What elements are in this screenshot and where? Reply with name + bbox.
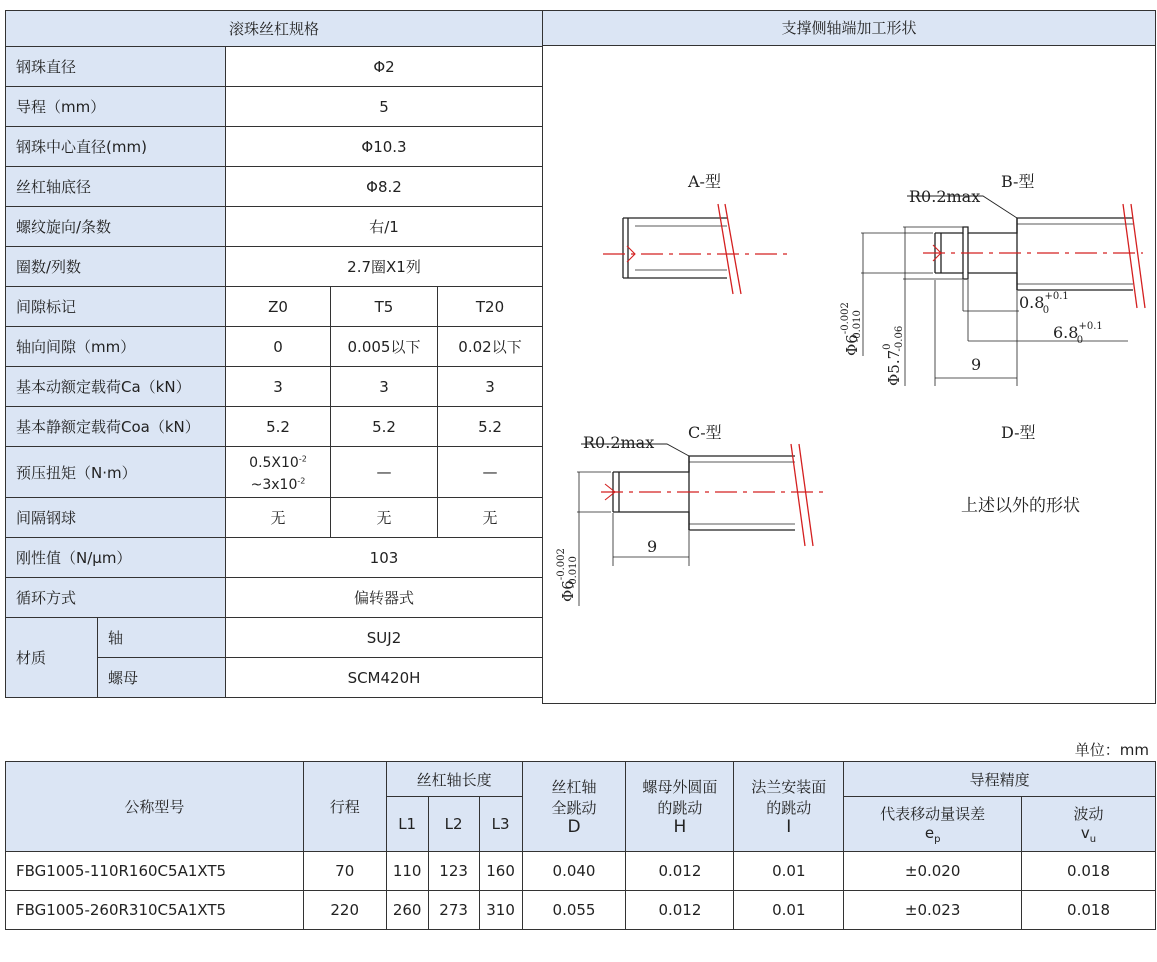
label-type-d: D-型 (1001, 423, 1036, 442)
b-tol-1: $0.8^{+0.1}$ 0 (1019, 291, 1069, 316)
header-l3: L3 (479, 797, 522, 852)
spec-header: 滚珠丝杠规格 (6, 11, 543, 47)
header-l1: L1 (386, 797, 428, 852)
cell-l3: 160 (479, 852, 522, 891)
spec-table (5, 10, 543, 698)
label-dyn-load: 基本动额定载荷Ca（kN） (6, 367, 226, 407)
value-spacer-2: 无 (331, 498, 438, 538)
cell-model: FBG1005-110R160C5A1XT5 (6, 852, 304, 891)
value-dyn-load-2: 3 (331, 367, 438, 407)
c-phi6-tol: $\Phi 6^{-0.002}-0.010$ (556, 548, 579, 602)
value-static-load-1: 5.2 (226, 407, 331, 447)
label-pcd: 钢珠中心直径(mm) (6, 127, 226, 167)
cell-vu: 0.018 (1022, 891, 1156, 930)
value-clearance-z0: Z0 (226, 287, 331, 327)
header-runout-d: 丝杠轴 全跳动 D (522, 762, 626, 852)
cell-stroke: 220 (303, 891, 386, 930)
label-material-shaft: 轴 (98, 618, 226, 658)
preload-min: $0.5X10^{-2}$ (249, 454, 307, 471)
b-phi6-tol: $\Phi 6^{-0.002}-0.010$ (840, 302, 863, 356)
value-material-shaft: SUJ2 (226, 618, 543, 658)
cell-d: 0.055 (522, 891, 626, 930)
value-clearance-t20: T20 (438, 287, 543, 327)
label-type-b: B-型 (1001, 172, 1035, 191)
value-pcd: Φ10.3 (226, 127, 543, 167)
value-material-nut: SCM420H (226, 658, 543, 698)
label-axial-play: 轴向间隙（mm） (6, 327, 226, 367)
b-dim-9: 9 (971, 355, 982, 374)
value-spacer-1: 无 (226, 498, 331, 538)
header-runout-i: 法兰安装面 的跳动 I (734, 762, 844, 852)
label-preload: 预压扭矩（N·m） (6, 447, 226, 498)
value-circulation: 偏转器式 (226, 578, 543, 618)
value-axial-play-2: 0.005以下 (331, 327, 438, 367)
value-lead: 5 (226, 87, 543, 127)
preload-max: $\sim 3x10^{-2}$ (250, 476, 306, 493)
value-thread: 右/1 (226, 207, 543, 247)
type-d-description: 上述以外的形状 (961, 496, 1080, 516)
unit-label: 单位：mm (1074, 741, 1149, 759)
label-material-nut: 螺母 (98, 658, 226, 698)
cell-ep: ±0.023 (844, 891, 1022, 930)
label-material: 材质 (6, 618, 98, 698)
cell-i: 0.01 (734, 852, 844, 891)
value-axial-play-1: 0 (226, 327, 331, 367)
header-travel-error: 代表移动量误差 $e_p$ (844, 797, 1022, 852)
c-dim-9: 9 (647, 537, 658, 556)
value-static-load-2: 5.2 (331, 407, 438, 447)
label-rigidity: 刚性值（N/μm） (6, 538, 226, 578)
value-root-dia: Φ8.2 (226, 167, 543, 207)
header-model: 公称型号 (6, 762, 304, 852)
value-spacer-3: 无 (438, 498, 543, 538)
value-preload-2: — (331, 447, 438, 498)
cell-h: 0.012 (626, 852, 734, 891)
label-circulation: 循环方式 (6, 578, 226, 618)
label-spacer: 间隔钢球 (6, 498, 226, 538)
cell-i: 0.01 (734, 891, 844, 930)
cell-ep: ±0.020 (844, 852, 1022, 891)
value-preload-1 (226, 447, 331, 498)
label-clearance-mark: 间隙标记 (6, 287, 226, 327)
shapes-header: 支撑侧轴端加工形状 (543, 11, 1155, 46)
cell-l2: 123 (428, 852, 479, 891)
label-ball-dia: 钢珠直径 (6, 47, 226, 87)
label-thread: 螺纹旋向/条数 (6, 207, 226, 247)
cell-l2: 273 (428, 891, 479, 930)
value-clearance-t5: T5 (331, 287, 438, 327)
header-stroke: 行程 (303, 762, 386, 852)
value-ball-dia: Φ2 (226, 47, 543, 87)
value-dyn-load-1: 3 (226, 367, 331, 407)
cell-l1: 110 (386, 852, 428, 891)
cell-h: 0.012 (626, 891, 734, 930)
label-lead: 导程（mm） (6, 87, 226, 127)
value-static-load-3: 5.2 (438, 407, 543, 447)
label-static-load: 基本静额定载荷Coa（kN） (6, 407, 226, 447)
value-axial-play-3: 0.02以下 (438, 327, 543, 367)
header-lead-accuracy: 导程精度 (844, 762, 1156, 797)
cell-stroke: 70 (303, 852, 386, 891)
value-dyn-load-3: 3 (438, 367, 543, 407)
c-radius-label: R0.2max (583, 433, 655, 452)
label-type-a: A-型 (688, 172, 721, 191)
b-phi57-tol: $\Phi 5.7^0-0.06$ (882, 325, 905, 386)
value-preload-3: — (438, 447, 543, 498)
drawing-type-a (623, 204, 741, 294)
b-tol-2: $6.8^{+0.1}$ 0 (1053, 321, 1103, 346)
label-type-c: C-型 (688, 423, 722, 442)
cell-d: 0.040 (522, 852, 626, 891)
shaft-end-shapes-panel (542, 10, 1156, 704)
table-row (6, 852, 1156, 891)
drawing-type-c (577, 444, 813, 606)
label-turns: 圈数/列数 (6, 247, 226, 287)
header-wave: 波动 $v_u$ (1022, 797, 1156, 852)
model-table (5, 761, 1156, 930)
header-l2: L2 (428, 797, 479, 852)
table-row (6, 891, 1156, 930)
drawing-type-b (861, 196, 1145, 386)
cell-model: FBG1005-260R310C5A1XT5 (6, 891, 304, 930)
label-root-dia: 丝杠轴底径 (6, 167, 226, 207)
value-rigidity: 103 (226, 538, 543, 578)
cell-l1: 260 (386, 891, 428, 930)
value-turns: 2.7圈X1列 (226, 247, 543, 287)
shaft-end-drawings (543, 46, 1155, 703)
header-shaft-length: 丝杠轴长度 (386, 762, 522, 797)
cell-l3: 310 (479, 891, 522, 930)
b-radius-label: R0.2max (909, 187, 981, 206)
header-runout-h: 螺母外圆面 的跳动 H (626, 762, 734, 852)
cell-vu: 0.018 (1022, 852, 1156, 891)
